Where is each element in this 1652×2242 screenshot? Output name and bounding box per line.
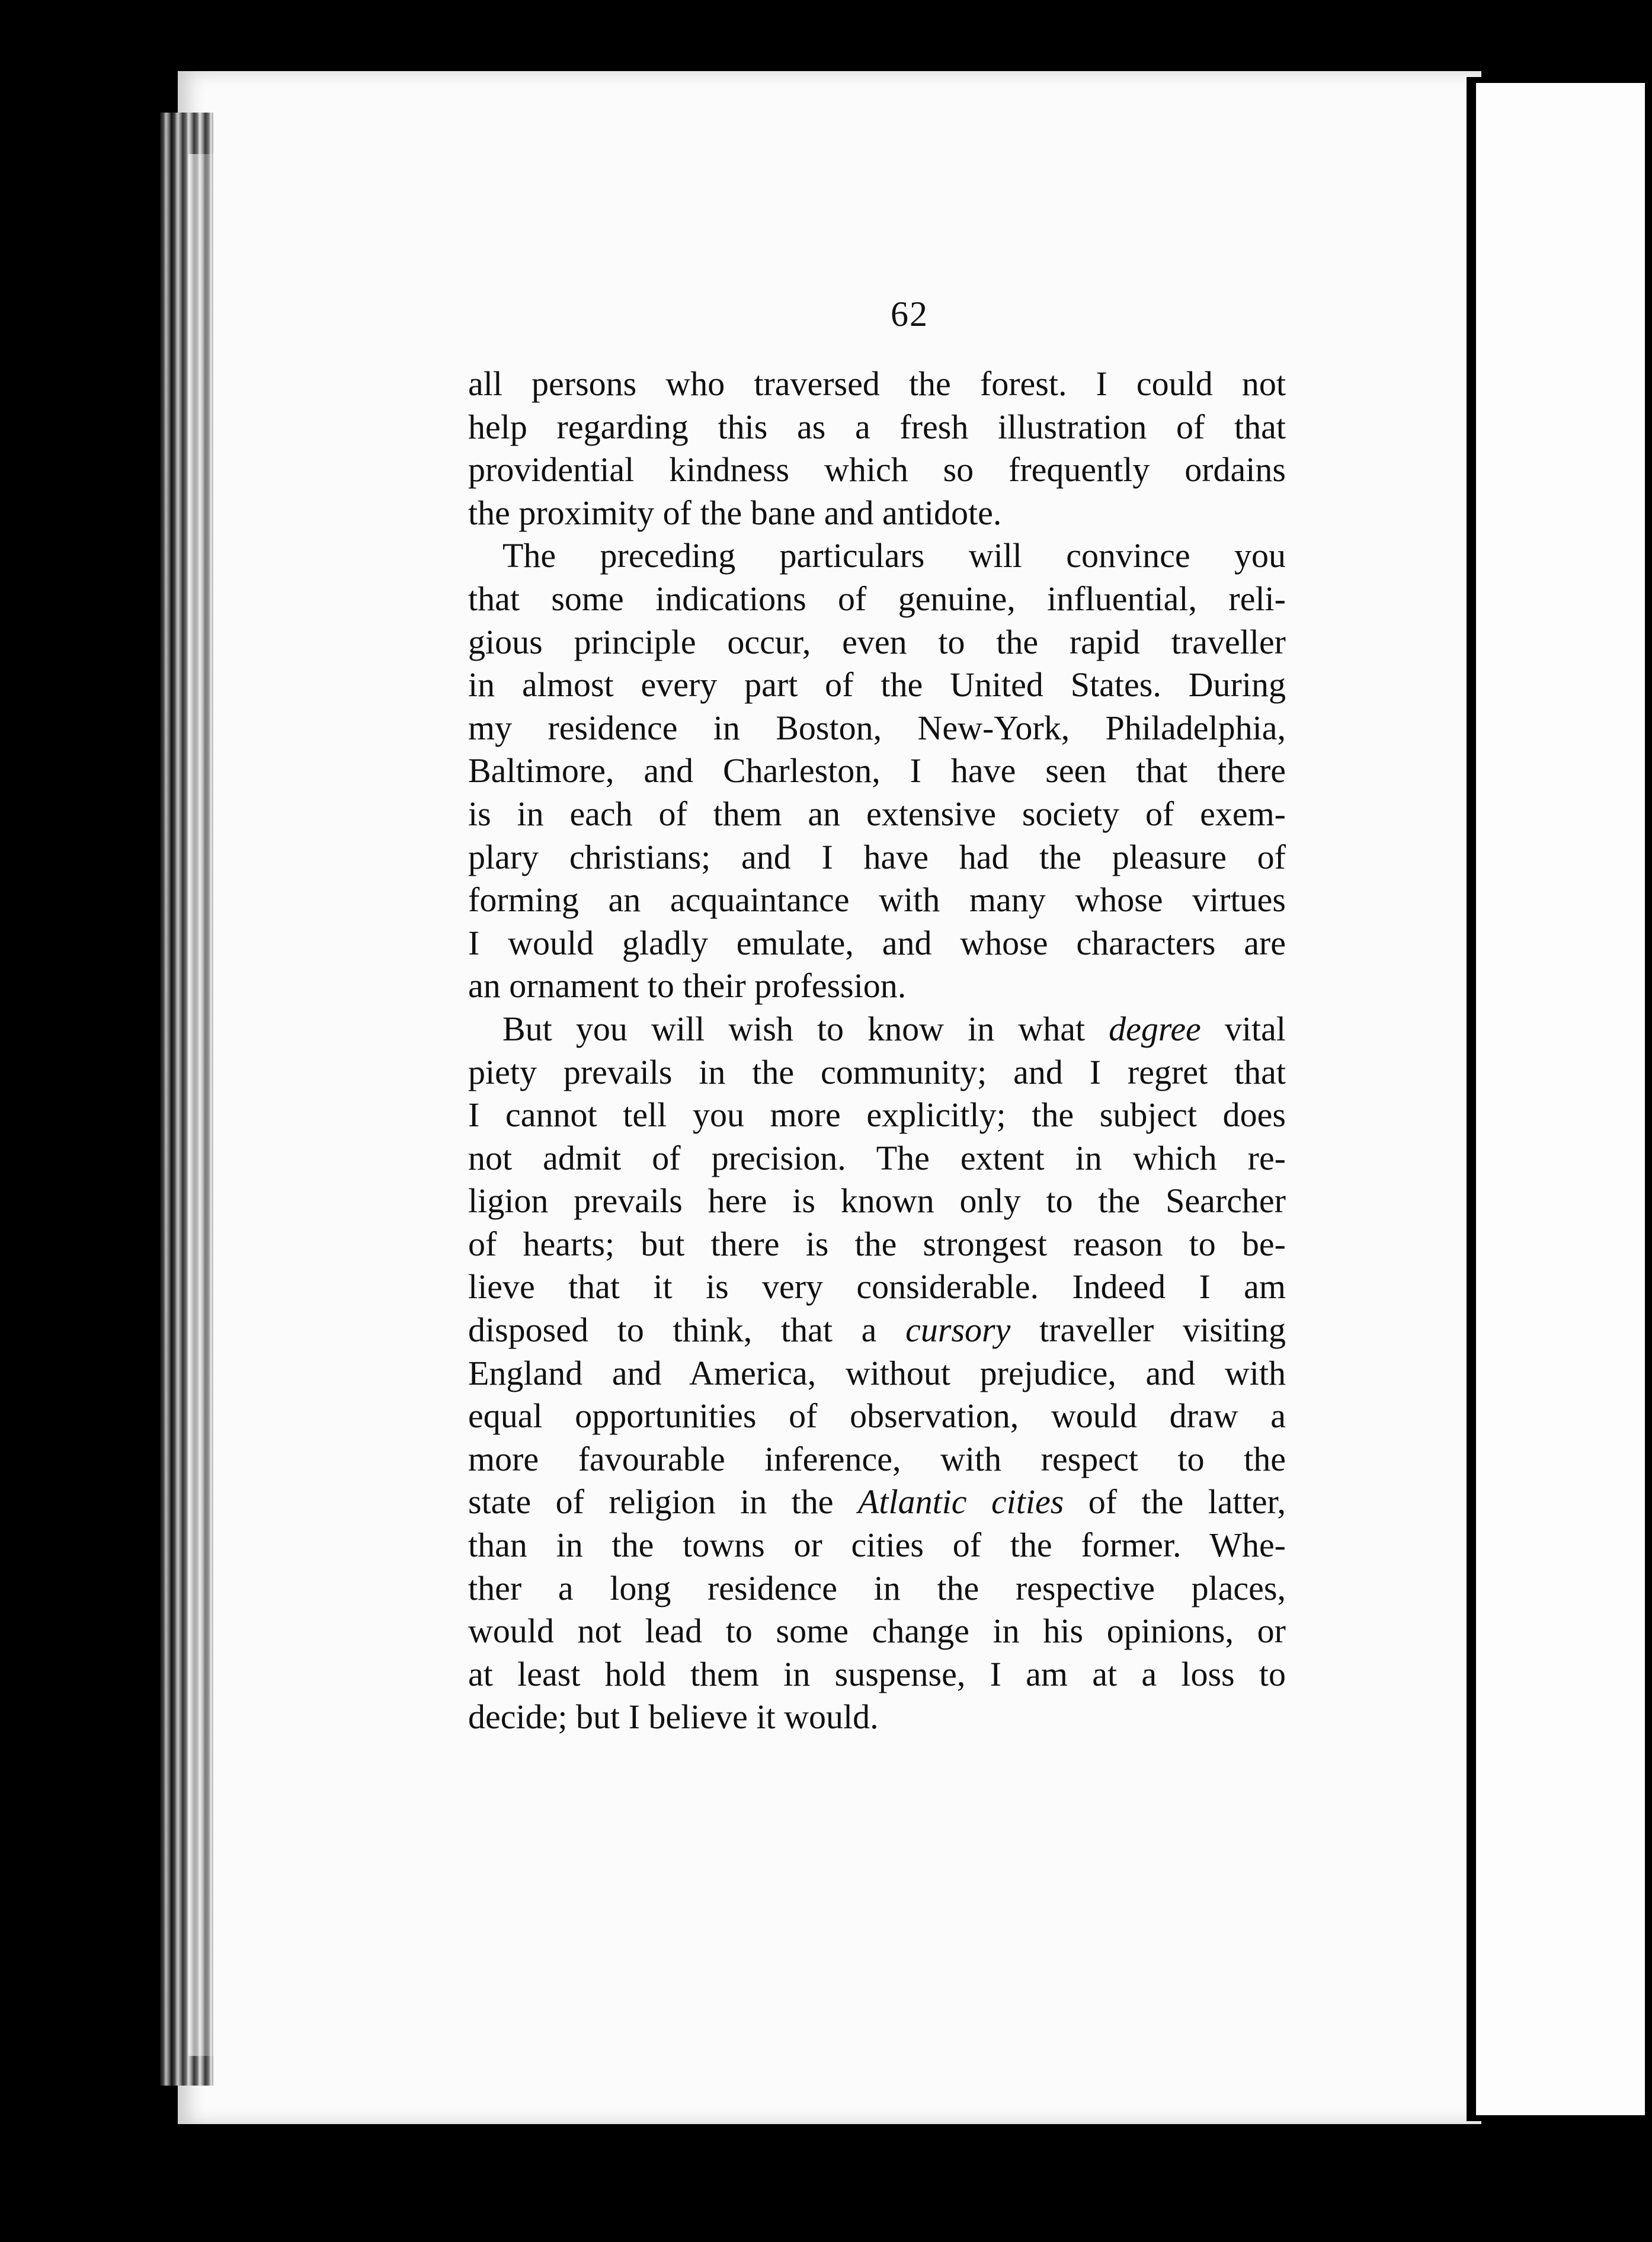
text-line: [468, 1008, 1286, 1051]
text-segment: lieve that it is very considerable. Indeed I am: [468, 1267, 1286, 1306]
text-segment: that some indications of genuine, influential, reli-: [468, 579, 1286, 618]
text-line: [468, 1610, 1286, 1653]
text-segment: equal opportunities of observation, would draw a: [468, 1397, 1286, 1436]
text-segment: traveller visiting: [1010, 1311, 1286, 1350]
text-segment: gious principle occur, even to the rapid traveller: [468, 622, 1286, 661]
text-line: [468, 1653, 1286, 1696]
text-segment: not admit of precision. The extent in which re-: [468, 1138, 1286, 1177]
italic-text: degree: [1109, 1009, 1201, 1048]
text-line: [468, 1051, 1286, 1094]
text-line: [468, 1309, 1286, 1352]
text-line: [468, 1352, 1286, 1395]
text-line: [468, 1696, 1286, 1739]
text-line: [468, 664, 1286, 707]
text-line: [468, 621, 1286, 664]
text-segment: forming an acquaintance with many whose virtues: [468, 880, 1286, 920]
text-line: [468, 534, 1286, 578]
text-segment: more favourable inference, with respect to the: [468, 1439, 1286, 1478]
text-line: [468, 1567, 1286, 1610]
text-line: [468, 836, 1286, 879]
text-line: [468, 1438, 1286, 1481]
text-segment: at least hold them in suspense, I am at a loss to: [468, 1654, 1286, 1693]
text-segment: plary christians; and I have had the pleasure of: [468, 837, 1286, 876]
text-segment: I would gladly emulate, and whose characters are: [468, 923, 1286, 962]
bottom-scan-margin: [0, 2124, 1652, 2242]
text-segment: disposed to think, that a: [468, 1311, 906, 1350]
text-line: [468, 1180, 1286, 1223]
text-line: [468, 793, 1286, 836]
text-segment: vital: [1200, 1009, 1286, 1048]
text-segment: England and America, without prejudice, and with: [468, 1353, 1286, 1392]
text-segment: help regarding this as a fresh illustration of that: [468, 407, 1286, 446]
text-segment: piety prevails in the community; and I regret that: [468, 1052, 1286, 1091]
text-segment: than in the towns or cities of the former. Whe-: [468, 1526, 1286, 1565]
text-segment: an ornament to their profession.: [468, 966, 907, 1005]
text-line: [468, 750, 1286, 793]
text-line: [468, 1395, 1286, 1438]
text-segment: my residence in Boston, New-York, Philadelphia,: [468, 708, 1286, 747]
text-segment: decide; but I believe it would.: [468, 1697, 879, 1737]
next-page-sliver: [1476, 83, 1645, 2115]
text-segment: ther a long residence in the respective places,: [468, 1568, 1286, 1607]
text-segment: The preceding particulars will convince you: [502, 536, 1286, 575]
text-segment: the proximity of the bane and antidote.: [468, 493, 1002, 532]
text-line: [468, 707, 1286, 750]
text-line: [468, 1094, 1286, 1137]
text-line: [468, 879, 1286, 922]
page-number: 62: [891, 294, 929, 334]
text-segment: ligion prevails here is known only to the Searcher: [468, 1181, 1286, 1221]
text-line: [468, 1481, 1286, 1524]
text-line: [468, 922, 1286, 965]
italic-text: cursory: [905, 1311, 1011, 1350]
text-segment: of the latter,: [1064, 1482, 1286, 1522]
text-segment: But you will wish to know in what: [502, 1009, 1109, 1048]
text-segment: all persons who traversed the forest. I could not: [468, 364, 1286, 403]
text-line: [468, 1137, 1286, 1180]
text-line: [468, 1223, 1286, 1266]
text-segment: is in each of them an extensive society of exem-: [468, 794, 1286, 833]
text-segment: providential kindness which so frequently ordains: [468, 450, 1286, 489]
text-line: [468, 1266, 1286, 1309]
text-segment: I cannot tell you more explicitly; the subject does: [468, 1096, 1286, 1135]
text-segment: Baltimore, and Charleston, I have seen that there: [468, 751, 1286, 790]
text-line: [468, 578, 1286, 621]
body-text: [468, 363, 1286, 1739]
italic-text: Atlantic cities: [857, 1482, 1064, 1522]
page-fold-line: [1467, 77, 1476, 2121]
text-segment: state of religion in the: [468, 1482, 858, 1522]
text-segment: would not lead to some change in his opinions, or: [468, 1612, 1286, 1651]
left-scan-margin: [0, 0, 172, 2242]
text-line: [468, 1524, 1286, 1567]
text-segment: in almost every part of the United States. During: [468, 665, 1286, 704]
text-line: [468, 965, 1286, 1008]
text-segment: of hearts; but there is the strongest reason to be-: [468, 1224, 1286, 1263]
text-line: [468, 363, 1286, 406]
text-line: [468, 449, 1286, 492]
text-line: [468, 406, 1286, 449]
page-gutter-highlight: [188, 154, 218, 2056]
text-line: [468, 492, 1286, 535]
